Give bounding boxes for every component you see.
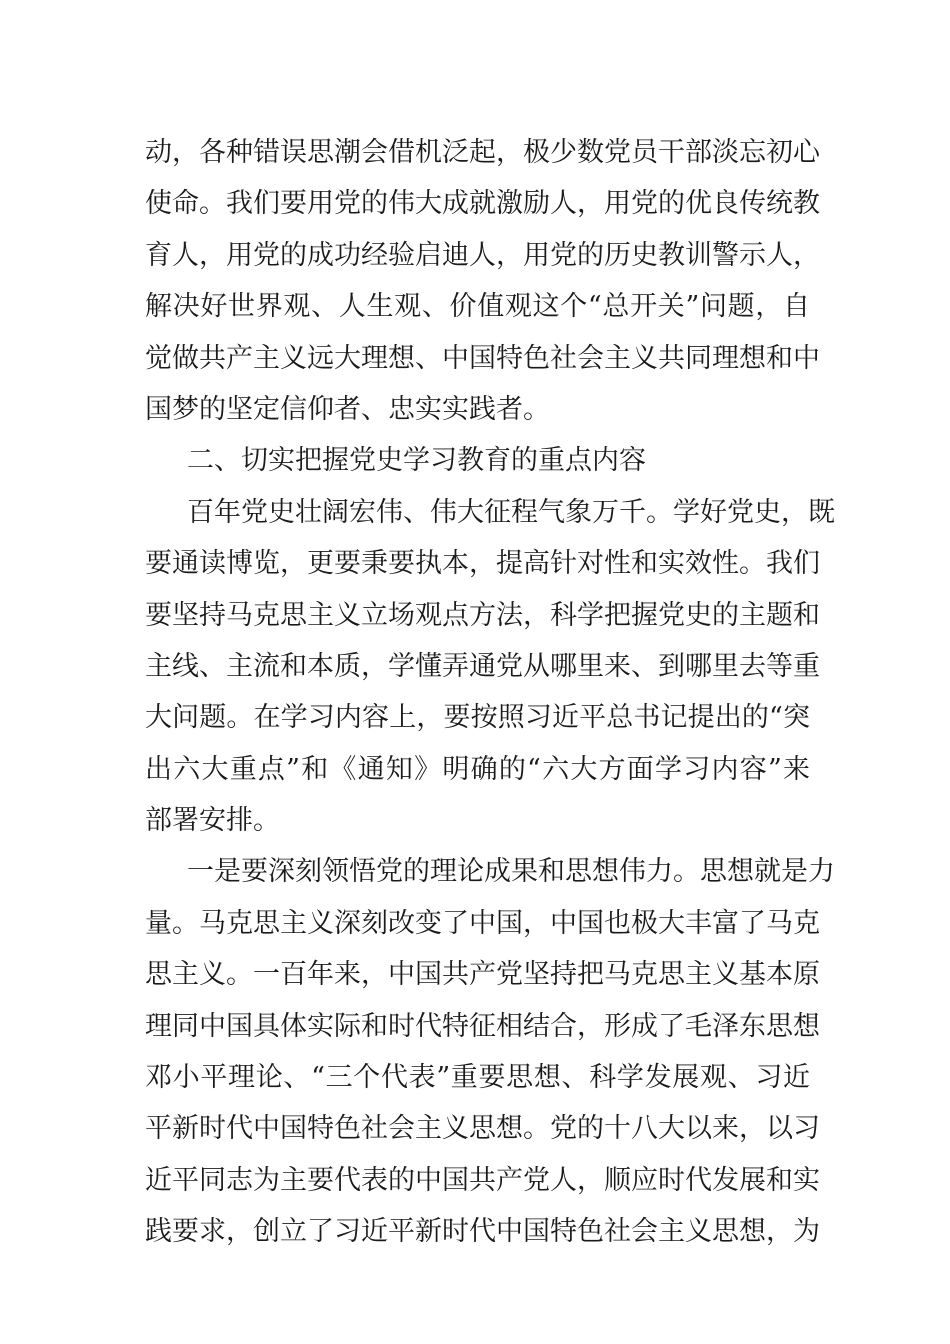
text-line: 育人，用党的成功经验启迪人，用党的历史教训警示人， <box>145 239 820 271</box>
text-line: 解决好世界观、人生观、价值观这个“总开关”问题，自 <box>145 291 810 323</box>
text-line: 使命。我们要用党的伟大成就激励人，用党的优良传统教 <box>145 188 820 220</box>
paragraph-continued <box>145 127 820 435</box>
text-line: 要坚持马克思主义立场观点方法，科学把握党史的主题和 <box>145 599 820 631</box>
text-line: 邓小平理论、“三个代表”重要思想、科学发展观、习近 <box>145 1062 810 1094</box>
paragraph-key-content <box>145 487 835 847</box>
section-heading <box>145 435 810 486</box>
text-line: 动，各种错误思潮会借机泛起，极少数党员干部淡忘初心 <box>145 137 820 168</box>
text-line: 量。马克思主义深刻改变了中国，中国也极大丰富了马克 <box>145 907 820 939</box>
text-line: 理同中国具体实际和时代特征相结合，形成了毛泽东思想 <box>145 1010 820 1042</box>
text-line: 百年党史壮阔宏伟、伟大征程气象万千。学好党史，既 <box>187 496 835 528</box>
text-line: 国梦的坚定信仰者、忠实实践者。 <box>145 393 550 425</box>
paragraph-theory <box>145 846 835 1257</box>
text-line: 要通读博览，更要秉要执本，提高针对性和实效性。我们 <box>145 548 820 580</box>
text-line: 觉做共产主义远大理想、中国特色社会主义共同理想和中 <box>145 342 820 374</box>
text-line: 一是要深刻领悟党的理论成果和思想伟力。思想就是力 <box>187 856 835 888</box>
text-line: 近平同志为主要代表的中国共产党人，顺应时代发展和实 <box>145 1164 820 1196</box>
text-line: 大问题。在学习内容上，要按照习近平总书记提出的“突 <box>145 702 810 734</box>
text-line: 出六大重点”和《通知》明确的“六大方面学习内容”来 <box>145 753 810 785</box>
text-line: 平新时代中国特色社会主义思想。党的十八大以来，以习 <box>145 1113 820 1145</box>
text-line: 主线、主流和本质，学懂弄通党从哪里来、到哪里去等重 <box>145 650 820 682</box>
document-body <box>145 127 835 1258</box>
text-line: 部署安排。 <box>145 805 280 837</box>
text-line: 思主义。一百年来，中国共产党坚持把马克思主义基本原 <box>145 959 820 991</box>
section-heading-text: 二、切实把握党史学习教育的重点内容 <box>187 445 646 477</box>
text-line: 践要求，创立了习近平新时代中国特色社会主义思想，为 <box>145 1216 820 1248</box>
